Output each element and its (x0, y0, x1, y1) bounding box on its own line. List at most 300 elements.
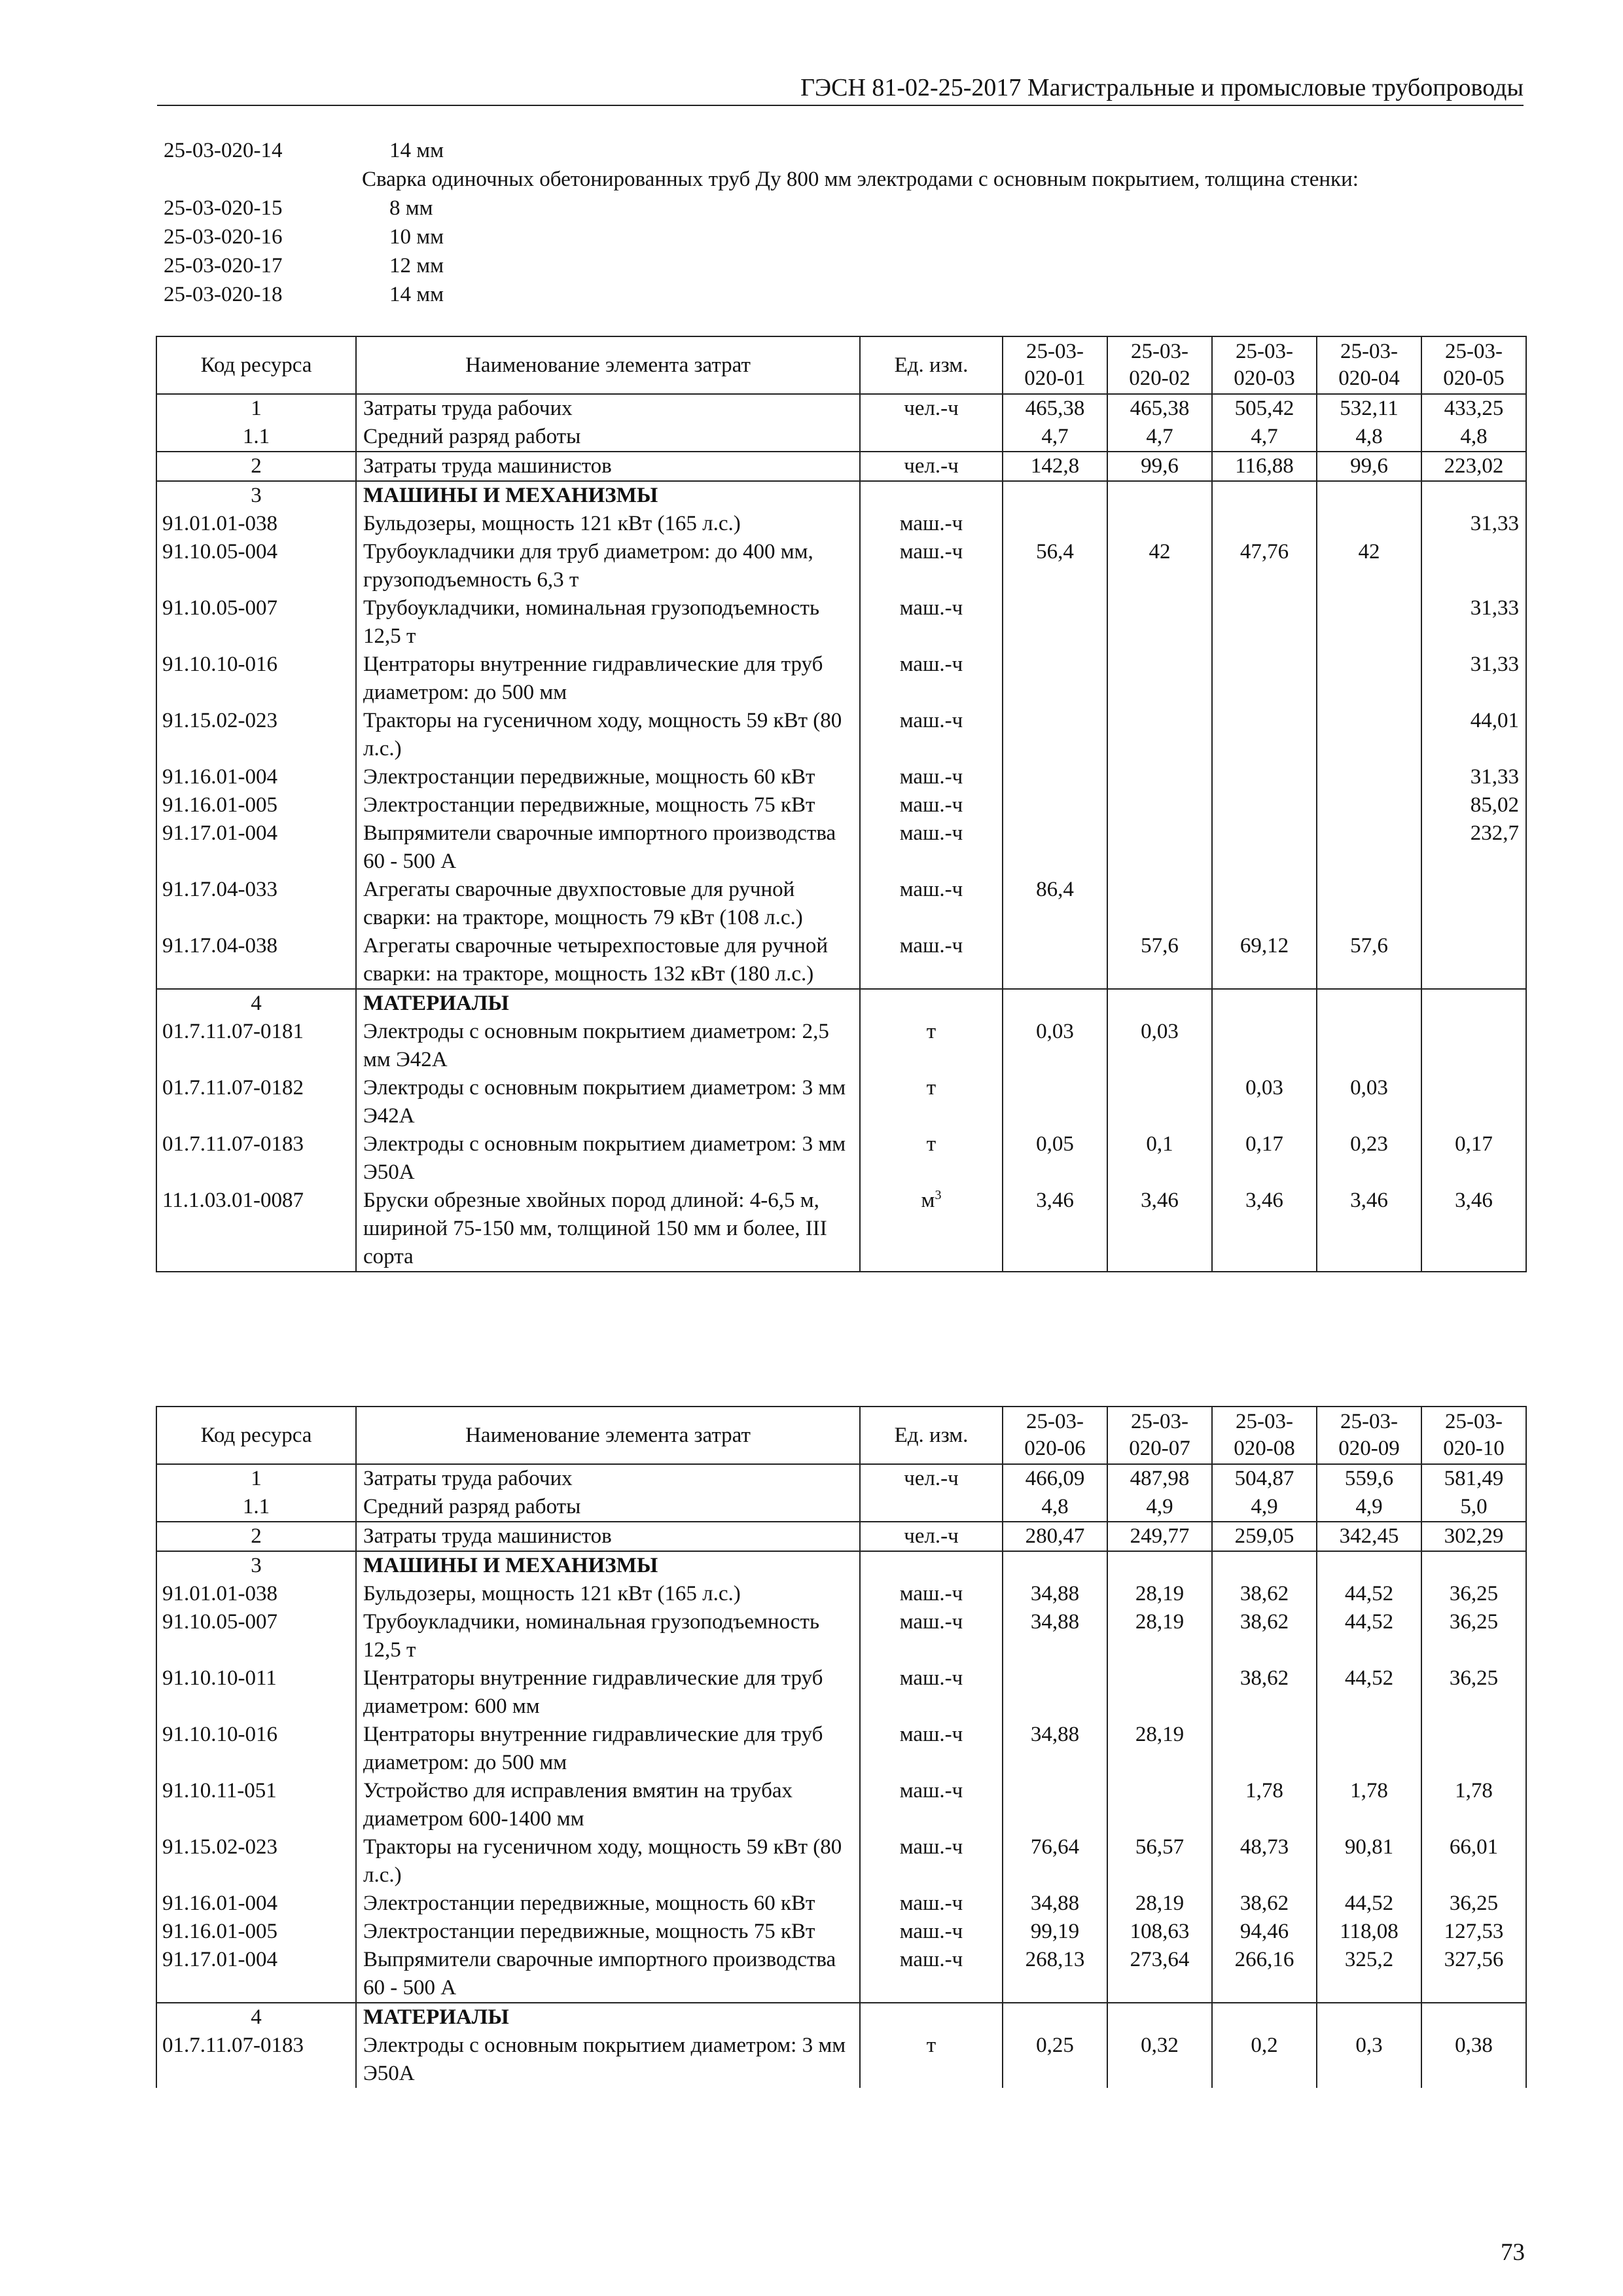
row-value: 0,05 (1003, 1130, 1107, 1187)
row-value: 90,81 (1317, 1833, 1421, 1890)
section-title: МАШИНЫ И МЕХАНИЗМЫ (356, 1551, 860, 1580)
row-value: 581,49 (1421, 1464, 1526, 1493)
row-unit: т (860, 1130, 1003, 1187)
header-col (1003, 1407, 1107, 1464)
row-unit: маш.-ч (860, 1833, 1003, 1890)
row-value (1212, 1721, 1317, 1777)
row-value: 44,52 (1317, 1580, 1421, 1608)
intro-code: 25-03-020-15 (164, 196, 283, 220)
row-value: 28,19 (1107, 1721, 1212, 1777)
section-code: 4 (156, 989, 356, 1018)
row-value: 505,42 (1212, 394, 1317, 423)
row-value: 1,78 (1317, 1777, 1421, 1833)
header-col (1421, 336, 1526, 394)
header-col (1317, 336, 1421, 394)
row-name: Электроды с основным покрытием диаметром: 3 мм Э50А (356, 2032, 860, 2088)
header-code: Код ресурса (156, 336, 356, 394)
table-row (156, 1018, 1526, 1074)
row-value: 47,76 (1212, 538, 1317, 594)
row-code: 91.10.05-007 (156, 1608, 356, 1664)
header-col-a: 25-03- (1340, 340, 1398, 363)
row-value (1003, 1777, 1107, 1833)
table-header-row (156, 336, 1526, 394)
row-value: 31,33 (1421, 594, 1526, 651)
section-row (156, 1551, 1526, 1580)
row-value: 302,29 (1421, 1522, 1526, 1551)
table-row (156, 819, 1526, 876)
row-value (1212, 1018, 1317, 1074)
row-unit (860, 1187, 1003, 1272)
row-value (1003, 651, 1107, 707)
row-value: 44,52 (1317, 1664, 1421, 1721)
table-row (156, 1777, 1526, 1833)
row-value: 36,25 (1421, 1608, 1526, 1664)
row-value: 118,08 (1317, 1918, 1421, 1946)
row-code: 91.01.01-038 (156, 1580, 356, 1608)
row-value: 86,4 (1003, 876, 1107, 932)
header-col-b: 020-05 (1443, 367, 1505, 390)
row-name: Трубоукладчики, номинальная грузоподъемность 12,5 т (356, 594, 860, 651)
row-value (1317, 791, 1421, 819)
row-unit (860, 1493, 1003, 1522)
row-value: 4,8 (1421, 423, 1526, 452)
row-value: 3,46 (1107, 1187, 1212, 1272)
row-value (1107, 876, 1212, 932)
row-name: Агрегаты сварочные четырехпостовые для ручной сварки: на тракторе, мощность 132 кВт (180 л.с.) (356, 932, 860, 989)
row-unit: маш.-ч (860, 876, 1003, 932)
row-value (1317, 510, 1421, 538)
section-row (156, 989, 1526, 1018)
row-value: 57,6 (1107, 932, 1212, 989)
section-title: МАТЕРИАЛЫ (356, 2003, 860, 2032)
row-value: 31,33 (1421, 651, 1526, 707)
row-value: 4,9 (1212, 1493, 1317, 1522)
header-col-b: 020-01 (1024, 367, 1086, 390)
row-code: 91.16.01-005 (156, 1918, 356, 1946)
row-value: 268,13 (1003, 1946, 1107, 2003)
row-code: 2 (156, 1522, 356, 1551)
row-unit: т (860, 1074, 1003, 1130)
row-unit: маш.-ч (860, 594, 1003, 651)
row-name: Затраты труда рабочих (356, 394, 860, 423)
intro-code: 25-03-020-16 (164, 225, 283, 249)
row-code: 91.17.04-038 (156, 932, 356, 989)
intro-row (164, 223, 1525, 251)
row-value: 31,33 (1421, 510, 1526, 538)
row-value: 1,78 (1421, 1777, 1526, 1833)
row-unit: чел.-ч (860, 394, 1003, 423)
row-name: Тракторы на гусеничном ходу, мощность 59 кВт (80 л.с.) (356, 1833, 860, 1890)
row-value (1212, 763, 1317, 791)
table-row (156, 1580, 1526, 1608)
row-unit: чел.-ч (860, 1522, 1003, 1551)
row-name: Электростанции передвижные, мощность 60 кВт (356, 763, 860, 791)
row-value (1107, 1777, 1212, 1833)
header-name: Наименование элемента затрат (356, 1407, 860, 1464)
row-value: 0,2 (1212, 2032, 1317, 2088)
row-value: 57,6 (1317, 932, 1421, 989)
row-value (1317, 819, 1421, 876)
row-value (1421, 538, 1526, 594)
row-value: 44,01 (1421, 707, 1526, 763)
row-code: 01.7.11.07-0183 (156, 2032, 356, 2088)
row-name: Электростанции передвижные, мощность 60 кВт (356, 1890, 860, 1918)
section-row (156, 2003, 1526, 2032)
intro-row (164, 136, 1525, 165)
row-value: 99,6 (1107, 452, 1212, 481)
row-name: Электроды с основным покрытием диаметром: 3 мм Э50А (356, 1130, 860, 1187)
row-name: Агрегаты сварочные двухпостовые для ручной сварки: на тракторе, мощность 79 кВт (108 л.с.) (356, 876, 860, 932)
header-code: Код ресурса (156, 1407, 356, 1464)
row-value: 4,8 (1317, 423, 1421, 452)
row-value: 85,02 (1421, 791, 1526, 819)
row-code: 91.10.05-007 (156, 594, 356, 651)
header-col-b: 020-08 (1234, 1437, 1295, 1460)
row-value: 48,73 (1212, 1833, 1317, 1890)
row-unit: т (860, 2032, 1003, 2088)
table-row (156, 1608, 1526, 1664)
row-value: 142,8 (1003, 452, 1107, 481)
table-row (156, 538, 1526, 594)
table-row (156, 394, 1526, 423)
row-value: 4,9 (1317, 1493, 1421, 1522)
row-value (1212, 791, 1317, 819)
row-name: Электроды с основным покрытием диаметром: 3 мм Э42А (356, 1074, 860, 1130)
row-value: 99,19 (1003, 1918, 1107, 1946)
row-code: 91.10.10-016 (156, 651, 356, 707)
row-unit: чел.-ч (860, 452, 1003, 481)
row-value: 0,3 (1317, 2032, 1421, 2088)
row-code: 91.17.04-033 (156, 876, 356, 932)
row-value: 34,88 (1003, 1721, 1107, 1777)
table-row (156, 1918, 1526, 1946)
row-unit: маш.-ч (860, 707, 1003, 763)
row-value: 325,2 (1317, 1946, 1421, 2003)
row-value (1317, 707, 1421, 763)
row-value (1212, 510, 1317, 538)
row-value: 266,16 (1212, 1946, 1317, 2003)
row-value: 36,25 (1421, 1890, 1526, 1918)
row-value: 108,63 (1107, 1918, 1212, 1946)
table-row (156, 1664, 1526, 1721)
header-col (1107, 1407, 1212, 1464)
header-col-a: 25-03- (1340, 1410, 1398, 1433)
row-unit: маш.-ч (860, 1721, 1003, 1777)
row-value: 99,6 (1317, 452, 1421, 481)
row-name: Выпрямители сварочные импортного производства 60 - 500 А (356, 819, 860, 876)
header-unit: Ед. изм. (860, 336, 1003, 394)
row-value: 327,56 (1421, 1946, 1526, 2003)
row-value: 0,03 (1317, 1074, 1421, 1130)
row-name: Средний разряд работы (356, 1493, 860, 1522)
row-value: 36,25 (1421, 1664, 1526, 1721)
intro-row (164, 194, 1525, 223)
intro-heading: Сварка одиночных обетонированных труб Ду 800 мм электродами с основным покрытием, толщина стенки: (362, 168, 1359, 191)
row-name: Затраты труда машинистов (356, 452, 860, 481)
section-code: 4 (156, 2003, 356, 2032)
table-row (156, 452, 1526, 481)
row-code: 01.7.11.07-0182 (156, 1074, 356, 1130)
row-name: Электроды с основным покрытием диаметром: 2,5 мм Э42А (356, 1018, 860, 1074)
row-value (1421, 932, 1526, 989)
row-value: 3,46 (1003, 1187, 1107, 1272)
row-value: 465,38 (1003, 394, 1107, 423)
table-row (156, 707, 1526, 763)
row-value: 0,23 (1317, 1130, 1421, 1187)
row-value (1003, 594, 1107, 651)
header-col-a: 25-03- (1236, 1410, 1293, 1433)
row-unit: чел.-ч (860, 1464, 1003, 1493)
page-header (157, 73, 1524, 106)
table-row (156, 1130, 1526, 1187)
row-code: 11.1.03.01-0087 (156, 1187, 356, 1272)
header-col (1421, 1407, 1526, 1464)
resource-table-2 (156, 1406, 1527, 2088)
row-value: 487,98 (1107, 1464, 1212, 1493)
row-value: 66,01 (1421, 1833, 1526, 1890)
row-unit: маш.-ч (860, 1946, 1003, 2003)
row-value: 0,17 (1421, 1130, 1526, 1187)
row-value (1107, 763, 1212, 791)
row-value: 249,77 (1107, 1522, 1212, 1551)
row-code: 91.10.10-011 (156, 1664, 356, 1721)
header-col (1003, 336, 1107, 394)
row-value: 3,46 (1212, 1187, 1317, 1272)
header-title: ГЭСН 81-02-25-2017 Магистральные и промысловые трубопроводы (800, 74, 1524, 101)
row-value (1003, 510, 1107, 538)
row-value: 116,88 (1212, 452, 1317, 481)
intro-row (164, 251, 1525, 280)
row-value: 38,62 (1212, 1608, 1317, 1664)
row-value: 4,9 (1107, 1493, 1212, 1522)
row-code: 91.10.10-016 (156, 1721, 356, 1777)
row-code: 91.16.01-004 (156, 763, 356, 791)
row-value: 259,05 (1212, 1522, 1317, 1551)
row-value: 0,38 (1421, 2032, 1526, 2088)
row-unit: маш.-ч (860, 1664, 1003, 1721)
intro-heading-row (164, 165, 1525, 194)
row-value (1003, 819, 1107, 876)
row-value: 42 (1317, 538, 1421, 594)
row-value: 4,7 (1212, 423, 1317, 452)
table-row (156, 1946, 1526, 2003)
row-name: Выпрямители сварочные импортного производства 60 - 500 А (356, 1946, 860, 2003)
row-value: 76,64 (1003, 1833, 1107, 1890)
header-col-b: 020-03 (1234, 367, 1295, 390)
row-unit: маш.-ч (860, 932, 1003, 989)
row-code: 91.10.05-004 (156, 538, 356, 594)
row-name: Бульдозеры, мощность 121 кВт (165 л.с.) (356, 1580, 860, 1608)
row-value: 34,88 (1003, 1608, 1107, 1664)
row-value (1003, 763, 1107, 791)
table-row (156, 651, 1526, 707)
row-code: 2 (156, 452, 356, 481)
header-col-a: 25-03- (1026, 1410, 1084, 1433)
header-col-a: 25-03- (1445, 340, 1503, 363)
intro-text: 12 мм (389, 254, 444, 278)
row-value: 0,17 (1212, 1130, 1317, 1187)
row-unit: маш.-ч (860, 763, 1003, 791)
row-value (1317, 651, 1421, 707)
row-value: 4,7 (1003, 423, 1107, 452)
header-col (1107, 336, 1212, 394)
row-value: 4,8 (1003, 1493, 1107, 1522)
intro-text: 14 мм (389, 139, 444, 162)
intro-row (164, 280, 1525, 309)
header-col-a: 25-03- (1026, 340, 1084, 363)
row-value: 466,09 (1003, 1464, 1107, 1493)
row-name: Трубоукладчики для труб диаметром: до 400 мм, грузоподъемность 6,3 т (356, 538, 860, 594)
row-unit (860, 423, 1003, 452)
row-value (1107, 707, 1212, 763)
row-name: Центраторы внутренние гидравлические для труб диаметром: до 500 мм (356, 1721, 860, 1777)
row-value: 56,4 (1003, 538, 1107, 594)
row-value (1212, 819, 1317, 876)
row-value: 0,1 (1107, 1130, 1212, 1187)
header-col (1212, 1407, 1317, 1464)
header-col-b: 020-09 (1338, 1437, 1400, 1460)
row-value: 28,19 (1107, 1890, 1212, 1918)
row-code: 1.1 (156, 423, 356, 452)
row-value (1003, 707, 1107, 763)
row-unit: маш.-ч (860, 1918, 1003, 1946)
section-row (156, 481, 1526, 510)
row-value: 1,78 (1212, 1777, 1317, 1833)
table-row (156, 932, 1526, 989)
row-value (1003, 791, 1107, 819)
row-name: Бульдозеры, мощность 121 кВт (165 л.с.) (356, 510, 860, 538)
row-value (1317, 1018, 1421, 1074)
row-name: Устройство для исправления вмятин на трубах диаметром 600-1400 мм (356, 1777, 860, 1833)
row-value (1212, 594, 1317, 651)
row-value: 127,53 (1421, 1918, 1526, 1946)
row-value (1212, 707, 1317, 763)
page-number: 73 (1501, 2239, 1525, 2266)
intro-text: 8 мм (389, 196, 433, 220)
row-value: 28,19 (1107, 1580, 1212, 1608)
table-row (156, 1464, 1526, 1493)
row-value (1421, 1018, 1526, 1074)
table-row (156, 2032, 1526, 2088)
header-col-a: 25-03- (1236, 340, 1293, 363)
row-code: 1 (156, 1464, 356, 1493)
row-value: 4,7 (1107, 423, 1212, 452)
unit-text: м (921, 1189, 935, 1212)
row-value: 223,02 (1421, 452, 1526, 481)
table-row (156, 1890, 1526, 1918)
row-value (1107, 819, 1212, 876)
row-value (1003, 932, 1107, 989)
header-col (1212, 336, 1317, 394)
intro-code: 25-03-020-14 (164, 139, 283, 162)
row-value: 0,25 (1003, 2032, 1107, 2088)
row-value: 559,6 (1317, 1464, 1421, 1493)
row-value: 38,62 (1212, 1664, 1317, 1721)
row-value: 273,64 (1107, 1946, 1212, 2003)
row-value: 280,47 (1003, 1522, 1107, 1551)
table-row (156, 791, 1526, 819)
row-value (1421, 1074, 1526, 1130)
intro-list (164, 136, 1525, 309)
row-unit: маш.-ч (860, 510, 1003, 538)
row-value (1107, 1074, 1212, 1130)
row-value (1317, 876, 1421, 932)
row-code: 1.1 (156, 1493, 356, 1522)
header-col-b: 020-06 (1024, 1437, 1086, 1460)
header-col-b: 020-07 (1129, 1437, 1190, 1460)
row-value: 42 (1107, 538, 1212, 594)
row-value (1317, 763, 1421, 791)
intro-code: 25-03-020-18 (164, 283, 283, 306)
row-name: Затраты труда машинистов (356, 1522, 860, 1551)
row-value: 69,12 (1212, 932, 1317, 989)
row-unit: маш.-ч (860, 1580, 1003, 1608)
row-value: 0,03 (1003, 1018, 1107, 1074)
row-value: 44,52 (1317, 1890, 1421, 1918)
header-col-b: 020-10 (1443, 1437, 1505, 1460)
unit-superscript: 3 (935, 1188, 942, 1202)
table-row (156, 594, 1526, 651)
row-code: 91.10.11-051 (156, 1777, 356, 1833)
row-name: Центраторы внутренние гидравлические для труб диаметром: до 500 мм (356, 651, 860, 707)
header-col-b: 020-04 (1338, 367, 1400, 390)
table-row (156, 1833, 1526, 1890)
row-value (1212, 876, 1317, 932)
row-value: 5,0 (1421, 1493, 1526, 1522)
header-col-b: 020-02 (1129, 367, 1190, 390)
row-unit: маш.-ч (860, 819, 1003, 876)
section-title: МАТЕРИАЛЫ (356, 989, 860, 1018)
row-value: 3,46 (1317, 1187, 1421, 1272)
intro-code: 25-03-020-17 (164, 254, 283, 278)
row-value (1107, 651, 1212, 707)
row-name: Трубоукладчики, номинальная грузоподъемность 12,5 т (356, 1608, 860, 1664)
row-value (1107, 594, 1212, 651)
row-value: 465,38 (1107, 394, 1212, 423)
row-code: 91.01.01-038 (156, 510, 356, 538)
row-value: 342,45 (1317, 1522, 1421, 1551)
row-unit: т (860, 1018, 1003, 1074)
table-row (156, 423, 1526, 452)
row-value: 232,7 (1421, 819, 1526, 876)
row-value: 504,87 (1212, 1464, 1317, 1493)
row-value (1107, 791, 1212, 819)
row-code: 91.15.02-023 (156, 707, 356, 763)
row-value: 38,62 (1212, 1580, 1317, 1608)
row-name: Центраторы внутренние гидравлические для труб диаметром: 600 мм (356, 1664, 860, 1721)
row-code: 01.7.11.07-0183 (156, 1130, 356, 1187)
row-value: 94,46 (1212, 1918, 1317, 1946)
row-code: 91.17.01-004 (156, 1946, 356, 2003)
row-code: 01.7.11.07-0181 (156, 1018, 356, 1074)
row-value (1003, 1074, 1107, 1130)
row-value: 3,46 (1421, 1187, 1526, 1272)
row-unit: маш.-ч (860, 1890, 1003, 1918)
table-row (156, 1721, 1526, 1777)
row-value: 0,03 (1107, 1018, 1212, 1074)
header-col-a: 25-03- (1131, 340, 1188, 363)
section-title: МАШИНЫ И МЕХАНИЗМЫ (356, 481, 860, 510)
row-unit: маш.-ч (860, 651, 1003, 707)
row-value: 38,62 (1212, 1890, 1317, 1918)
section-code: 3 (156, 1551, 356, 1580)
row-name: Тракторы на гусеничном ходу, мощность 59 кВт (80 л.с.) (356, 707, 860, 763)
row-name: Электростанции передвижные, мощность 75 кВт (356, 791, 860, 819)
row-value: 36,25 (1421, 1580, 1526, 1608)
row-value (1212, 651, 1317, 707)
row-code: 91.15.02-023 (156, 1833, 356, 1890)
table-row (156, 1522, 1526, 1551)
